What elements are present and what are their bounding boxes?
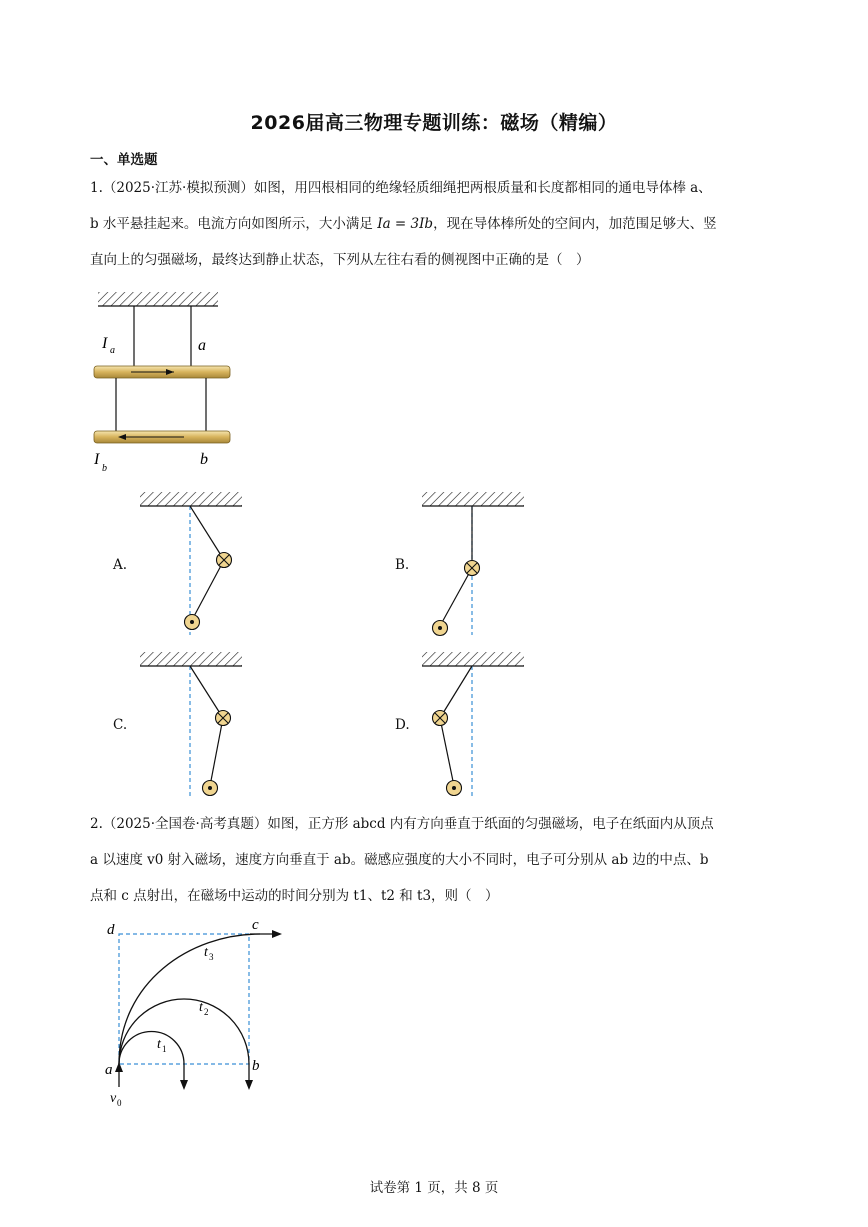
q1-line-1: 1.（2025·江苏·模拟预测）如图，用四根相同的绝缘轻质细绳把两根质量和长度都相同的通电导体棒 a、 — [90, 180, 712, 196]
q1-stem — [90, 170, 786, 278]
option-a-label[interactable]: A. — [113, 557, 128, 573]
label-t2: t — [199, 1000, 203, 1015]
option-d-figure[interactable] — [420, 650, 528, 800]
q2-stem — [90, 806, 786, 914]
q2-line-3: 点和 c 点射出，在磁场中运动的时间分别为 t1、t2 和 t3，则（ ） — [90, 888, 499, 904]
label-t1: t — [157, 1037, 161, 1052]
option-c-label[interactable]: C. — [113, 717, 128, 733]
q2-figure — [100, 912, 290, 1108]
page-title: 2026届高三物理专题训练：磁场（精编） — [250, 112, 618, 134]
label-b: b — [252, 1058, 260, 1074]
label-d: d — [107, 922, 115, 938]
q2-line-1: 2.（2025·全国卷·高考真题）如图，正方形 abcd 内有方向垂直于纸面的匀强磁场，电子在纸面内从顶点 — [90, 816, 714, 832]
q1-line-2: b 水平悬挂起来。电流方向如图所示，大小满足 Ia = 3Ib，现在导体棒所处的空间内，加范围足够大、竖 — [90, 216, 717, 232]
ceiling-hatch — [98, 292, 218, 306]
option-b-label[interactable]: B. — [395, 557, 410, 573]
label-v0: v — [110, 1091, 117, 1106]
q2-line-2: a 以速度 v0 射入磁场，速度方向垂直于 ab。磁感应强度的大小不同时，电子可分别从 ab 边的中点、b — [90, 852, 709, 868]
label-t3-sub: 3 — [209, 952, 214, 962]
option-a-figure[interactable] — [138, 490, 246, 638]
option-b-figure[interactable] — [420, 490, 528, 638]
option-c-figure[interactable] — [138, 650, 246, 800]
label-t3: t — [204, 945, 208, 960]
label-t2-sub: 2 — [204, 1007, 209, 1017]
trajectory-t2 — [119, 999, 249, 1064]
label-Ib-sub: b — [102, 463, 107, 474]
label-t1-sub: 1 — [162, 1044, 167, 1054]
label-a: a — [105, 1062, 113, 1078]
label-b: b — [200, 451, 208, 468]
label-Ib: I — [94, 451, 100, 468]
label-a: a — [198, 337, 206, 354]
section-heading: 一、单选题 — [90, 152, 158, 168]
page-footer: 试卷第 1 页，共 8 页 — [369, 1180, 499, 1196]
q1-figure — [86, 288, 246, 478]
option-d-label[interactable]: D. — [395, 717, 410, 733]
label-v0-sub: 0 — [117, 1098, 122, 1108]
label-Ia: I — [102, 335, 108, 352]
trajectory-t1 — [119, 1032, 184, 1065]
q1-formula: Ia = 3Ib — [377, 216, 434, 232]
label-Ia-sub: a — [110, 345, 115, 356]
label-c: c — [252, 917, 259, 933]
q1-line-3: 直向上的匀强磁场，最终达到静止状态，下列从左往右看的侧视图中正确的是（ ） — [90, 252, 590, 268]
